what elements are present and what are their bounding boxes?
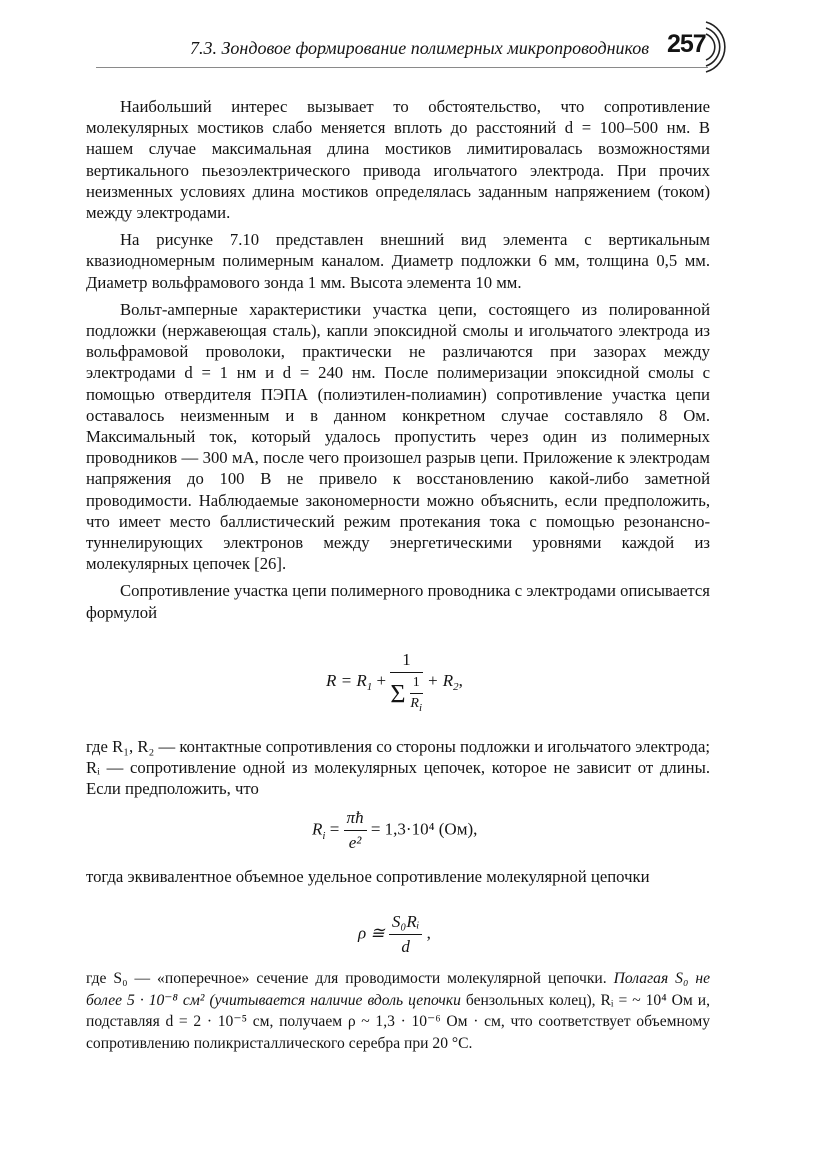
sigma-symbol: Σ [390, 679, 406, 709]
page-number: 257 [667, 30, 706, 58]
fraction-inner: $\frac{1}{R_i}$ [410, 675, 423, 714]
running-title: 7.3. Зондовое формирование полимерных микропроводников [190, 38, 650, 58]
fraction-s0-ri: $\frac{\text{S₀Rᵢ}}{d}$ [389, 912, 422, 957]
paragraph-3: Вольт-амперные характеристики участка цепи, состоящего из полированной подложки (нержавеющая сталь), капли эпоксидной смолы и игольчатого электрода из вольфрамовой проволоки, практически не различаются при зазорах между электродами d = 1 нм и d = 240 нм. После полимеризации эпоксидной смолы с помощью отвердителя ПЭПА (полиэтилен-полиамин) сопротивление участка цепи оставалось неизменным и в данном конкретном случае составляло 8 Ом. Максимальный ток, который удалось пропустить через один из полимерных проводников — 300 мА, после чего произошел разрыв цепи. Приложение к электродам напряжения до 100 В не привело к восстановлению какой-либо заметной проводимости. Наблюдаемые закономерности можно объяснить, если предположить, что имеет место баллистический режим протекания тока с помощью резонансно-туннелирующих электронов между энергетическими уровнями каждой из молекулярных цепочек [26]. [86, 299, 710, 574]
formula-molecular-resistance: $R_i$ = $\frac{\pi ħ}{\text{e²}}$ = 1,3·10⁴ (Ом), [312, 808, 478, 852]
paragraph-2: На рисунке 7.10 представлен внешний вид элемента с вертикальным квазиодномерным полимерным каналом. Диаметр подложки 6 мм, толщина 0,5 мм. Диаметр вольфрамового зонда 1 мм. Высота элемента 10 мм. [86, 230, 710, 292]
paragraph-1: Наибольший интерес вызывает то обстоятельство, что сопротивление молекулярных мостиков слабо меняется вплоть до расстояний d = 100–500 нм. В нашем случае максимальная длина мостиков лимитировалась возможностями вертикального пьезоэлектрического привода игольчатого электрода. При прочих неизменных условиях длина мостиков определялась заданным напряжением (током) между электродами. [86, 97, 710, 223]
header-rule [96, 67, 708, 68]
final-paragraph: где S₀ — «поперечное» сечение для проводимости молекулярной цепочки. Полагая S₀ не более 5 · 10⁻⁸ см² (учитывается наличие вдоль цепочки бензольных колец), Rᵢ = ~ 10⁴ Ом и, подставляя d = 2 · 10⁻⁵ см, получаем ρ ~ 1,3 · 10⁻⁶ Ом · см, что соответствует объемному сопротивлению поликристаллического серебра при 20 °С. [86, 970, 710, 1052]
text-after-formula-1: где R₁, R₂ — контактные сопротивления со стороны подложки и игольчатого электрода; Rᵢ — сопротивление одной из молекулярных цепочек, которое не зависит от длины. Если предположить, что [86, 737, 710, 799]
formula-resistance-sum: $R = R_1$ + 1 Σ $\frac{1}{R_i}$ + $R_2$, [326, 650, 463, 714]
paragraph-4: Сопротивление участка цепи полимерного проводника с электродами описывается формулой [86, 581, 710, 622]
formula-resistivity: ρ ≅ $\frac{\text{S₀Rᵢ}}{d}$ , [358, 912, 431, 956]
main-text [86, 96, 710, 623]
fraction-pi-hbar: $\frac{\pi ħ}{\text{e²}}$ [344, 808, 367, 853]
fraction-outer: 1 Σ $\frac{1}{R_i}$ [390, 650, 423, 714]
text-after-formula-2: тогда эквивалентное объемное удельное сопротивление молекулярной цепочки [86, 867, 650, 886]
